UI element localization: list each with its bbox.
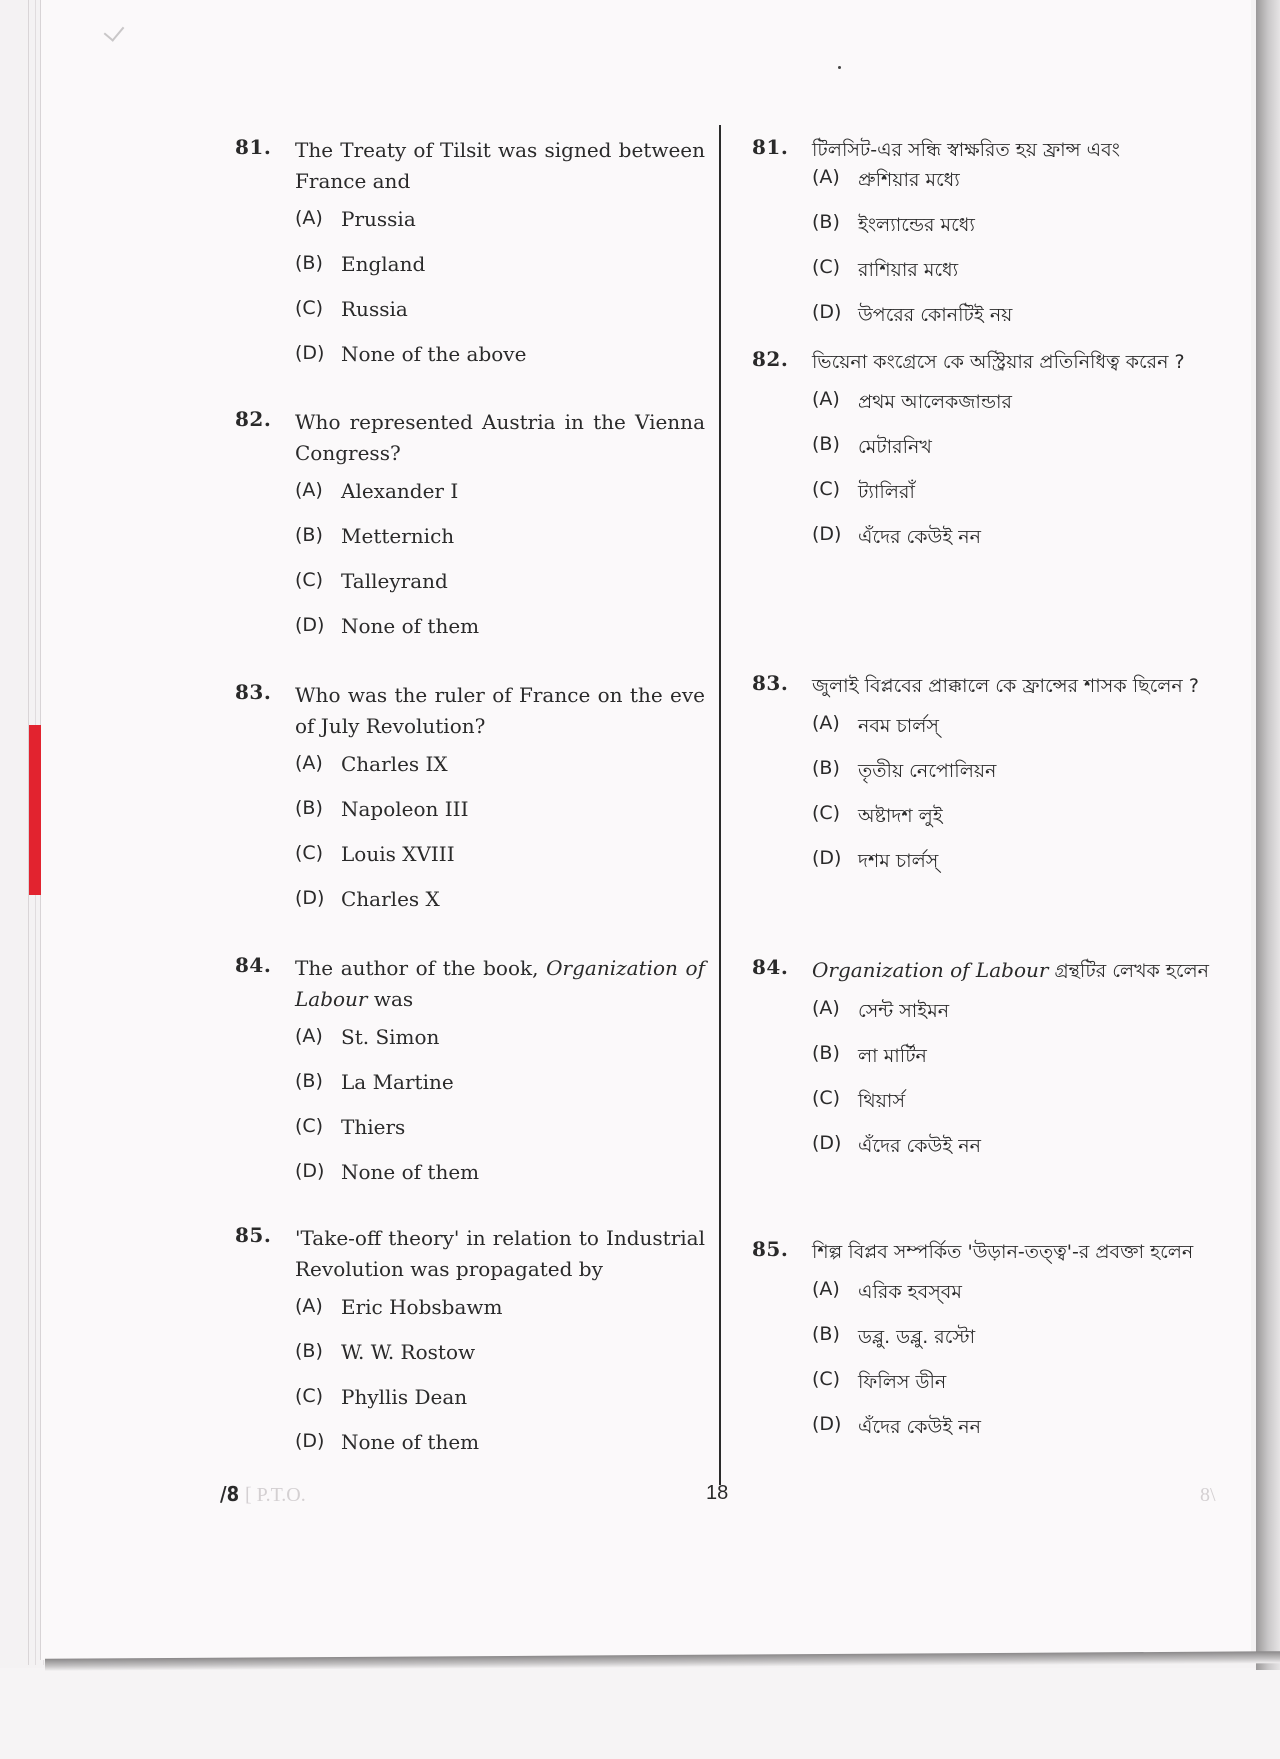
option-b[interactable]: (B) ডব্লু. ডব্লু. রস্টো xyxy=(812,1323,976,1348)
option-a[interactable]: (A) এরিক হবস্‌বম xyxy=(812,1278,962,1303)
option-b[interactable]: (B) Napoleon III xyxy=(295,797,469,821)
options-list xyxy=(812,388,1222,568)
option-a[interactable]: (A) সেন্ট সাইমন xyxy=(812,997,950,1022)
option-d[interactable]: (D) এঁদের কেউই নন xyxy=(812,1413,981,1438)
question-text: টিলসিট-এর সন্ধি স্বাক্ষরিত হয় ফ্রান্স এবং xyxy=(812,139,1120,161)
options-list xyxy=(295,479,705,659)
question-text: ভিয়েনা কংগ্রেসে কে অস্ট্রিয়ার প্রতিনিধিত্ব করেন ? xyxy=(812,351,1185,373)
question-84-bn xyxy=(752,955,1222,1177)
question-text: শিল্প বিপ্লব সম্পর্কিত 'উড়ান-তত্ত্ব'-র প্রবক্তা হলেন xyxy=(812,1241,1194,1263)
question-82-bn xyxy=(752,347,1222,568)
question-text: জুলাই বিপ্লবের প্রাক্কালে কে ফ্রান্সের শাসক ছিলেন ? xyxy=(812,675,1199,697)
question-text: 'Take-off theory' in relation to Industrial Revolution was propagated by xyxy=(295,1226,705,1281)
ghost-footer-left: [ P.T.O. xyxy=(245,1484,306,1506)
option-c[interactable]: (C) অষ্টাদশ লুই xyxy=(812,802,943,827)
option-c[interactable]: (C) রাশিয়ার মধ্যে xyxy=(812,256,959,281)
option-a[interactable]: (A) প্রুশিয়ার মধ্যে xyxy=(812,166,960,191)
option-c[interactable]: (C) থিয়ার্স xyxy=(812,1087,905,1112)
footer-code: /8 xyxy=(220,1482,240,1506)
page-number: 18 xyxy=(706,1482,729,1504)
question-85-bn xyxy=(752,1237,1222,1458)
question-83-bn xyxy=(752,671,1222,892)
option-b[interactable]: (B) W. W. Rostow xyxy=(295,1340,476,1364)
options-list xyxy=(812,166,1222,346)
option-d[interactable]: (D) None of them xyxy=(295,1430,480,1454)
option-d[interactable]: (D) দশম চার্লস্ xyxy=(812,847,939,872)
question-text: Who represented Austria in the Vienna Congress? xyxy=(295,410,705,465)
option-c[interactable]: (C) Phyllis Dean xyxy=(295,1385,468,1409)
option-a[interactable]: (A) Eric Hobsbawm xyxy=(295,1295,503,1319)
option-a[interactable]: (A) St. Simon xyxy=(295,1025,440,1049)
question-number: 85. xyxy=(235,1223,272,1247)
option-b[interactable]: (B) Metternich xyxy=(295,524,455,548)
option-d[interactable]: (D) এঁদের কেউই নন xyxy=(812,1132,981,1157)
option-c[interactable]: (C) Russia xyxy=(295,297,408,321)
option-d[interactable]: (D) Charles X xyxy=(295,887,440,911)
option-a[interactable]: (A) Charles IX xyxy=(295,752,448,776)
ghost-footer-right: 8\ xyxy=(1200,1484,1216,1506)
option-c[interactable]: (C) ফিলিস ডীন xyxy=(812,1368,947,1393)
option-a[interactable]: (A) নবম চার্লস্ xyxy=(812,712,939,737)
option-a[interactable]: (A) Prussia xyxy=(295,207,416,231)
option-d[interactable]: (D) None of them xyxy=(295,614,480,638)
book-title: Organization of Labour xyxy=(295,956,705,1011)
option-b[interactable]: (B) La Martine xyxy=(295,1070,454,1094)
question-81-en xyxy=(235,135,705,387)
column-divider xyxy=(719,125,721,1485)
question-number: 81. xyxy=(752,135,789,159)
option-b[interactable]: (B) ইংল্যান্ডের মধ্যে xyxy=(812,211,975,236)
question-number: 83. xyxy=(752,671,789,695)
page-right-shadow xyxy=(1256,0,1280,1670)
question-number: 82. xyxy=(752,347,789,371)
option-c[interactable]: (C) Talleyrand xyxy=(295,569,448,593)
options-list xyxy=(295,1295,705,1475)
question-text: The author of the book, Organization of Labour was xyxy=(295,956,705,1011)
option-b[interactable]: (B) মেটারনিখ xyxy=(812,433,932,458)
options-list xyxy=(812,997,1222,1177)
option-d[interactable]: (D) None of them xyxy=(295,1160,480,1184)
options-list xyxy=(295,752,705,932)
option-a[interactable]: (A) Alexander I xyxy=(295,479,459,503)
desk-surface xyxy=(0,1668,1280,1759)
option-b[interactable]: (B) তৃতীয় নেপোলিয়ন xyxy=(812,757,997,782)
question-number: 82. xyxy=(235,407,272,431)
question-number: 84. xyxy=(752,955,789,979)
question-text: Organization of Labour গ্রন্থটির লেখক হলেন xyxy=(812,958,1209,982)
option-c[interactable]: (C) ট্যালিরাঁ xyxy=(812,478,915,503)
option-d[interactable]: (D) উপরের কোনটিই নয় xyxy=(812,301,1013,326)
question-text: Who was the ruler of France on the eve of July Revolution? xyxy=(295,683,705,738)
options-list xyxy=(295,207,705,387)
ink-dot xyxy=(838,66,841,69)
option-b[interactable]: (B) লা মার্টিন xyxy=(812,1042,927,1067)
question-number: 84. xyxy=(235,953,272,977)
options-list xyxy=(812,1278,1222,1458)
red-binding-tab xyxy=(29,725,41,895)
options-list xyxy=(812,712,1222,892)
question-81-bn xyxy=(752,135,1222,346)
question-number: 81. xyxy=(235,135,272,159)
question-84-en xyxy=(235,953,705,1205)
option-c[interactable]: (C) Louis XVIII xyxy=(295,842,455,866)
question-text: The Treaty of Tilsit was signed between France and xyxy=(295,138,705,193)
question-85-en xyxy=(235,1223,705,1475)
option-b[interactable]: (B) England xyxy=(295,252,426,276)
question-83-en xyxy=(235,680,705,932)
options-list xyxy=(295,1025,705,1205)
question-82-en xyxy=(235,407,705,659)
option-d[interactable]: (D) None of the above xyxy=(295,342,527,366)
question-number: 83. xyxy=(235,680,272,704)
option-d[interactable]: (D) এঁদের কেউই নন xyxy=(812,523,981,548)
option-c[interactable]: (C) Thiers xyxy=(295,1115,406,1139)
book-title: Organization of Labour xyxy=(812,958,1049,982)
option-a[interactable]: (A) প্রথম আলেকজান্ডার xyxy=(812,388,1012,413)
question-number: 85. xyxy=(752,1237,789,1261)
